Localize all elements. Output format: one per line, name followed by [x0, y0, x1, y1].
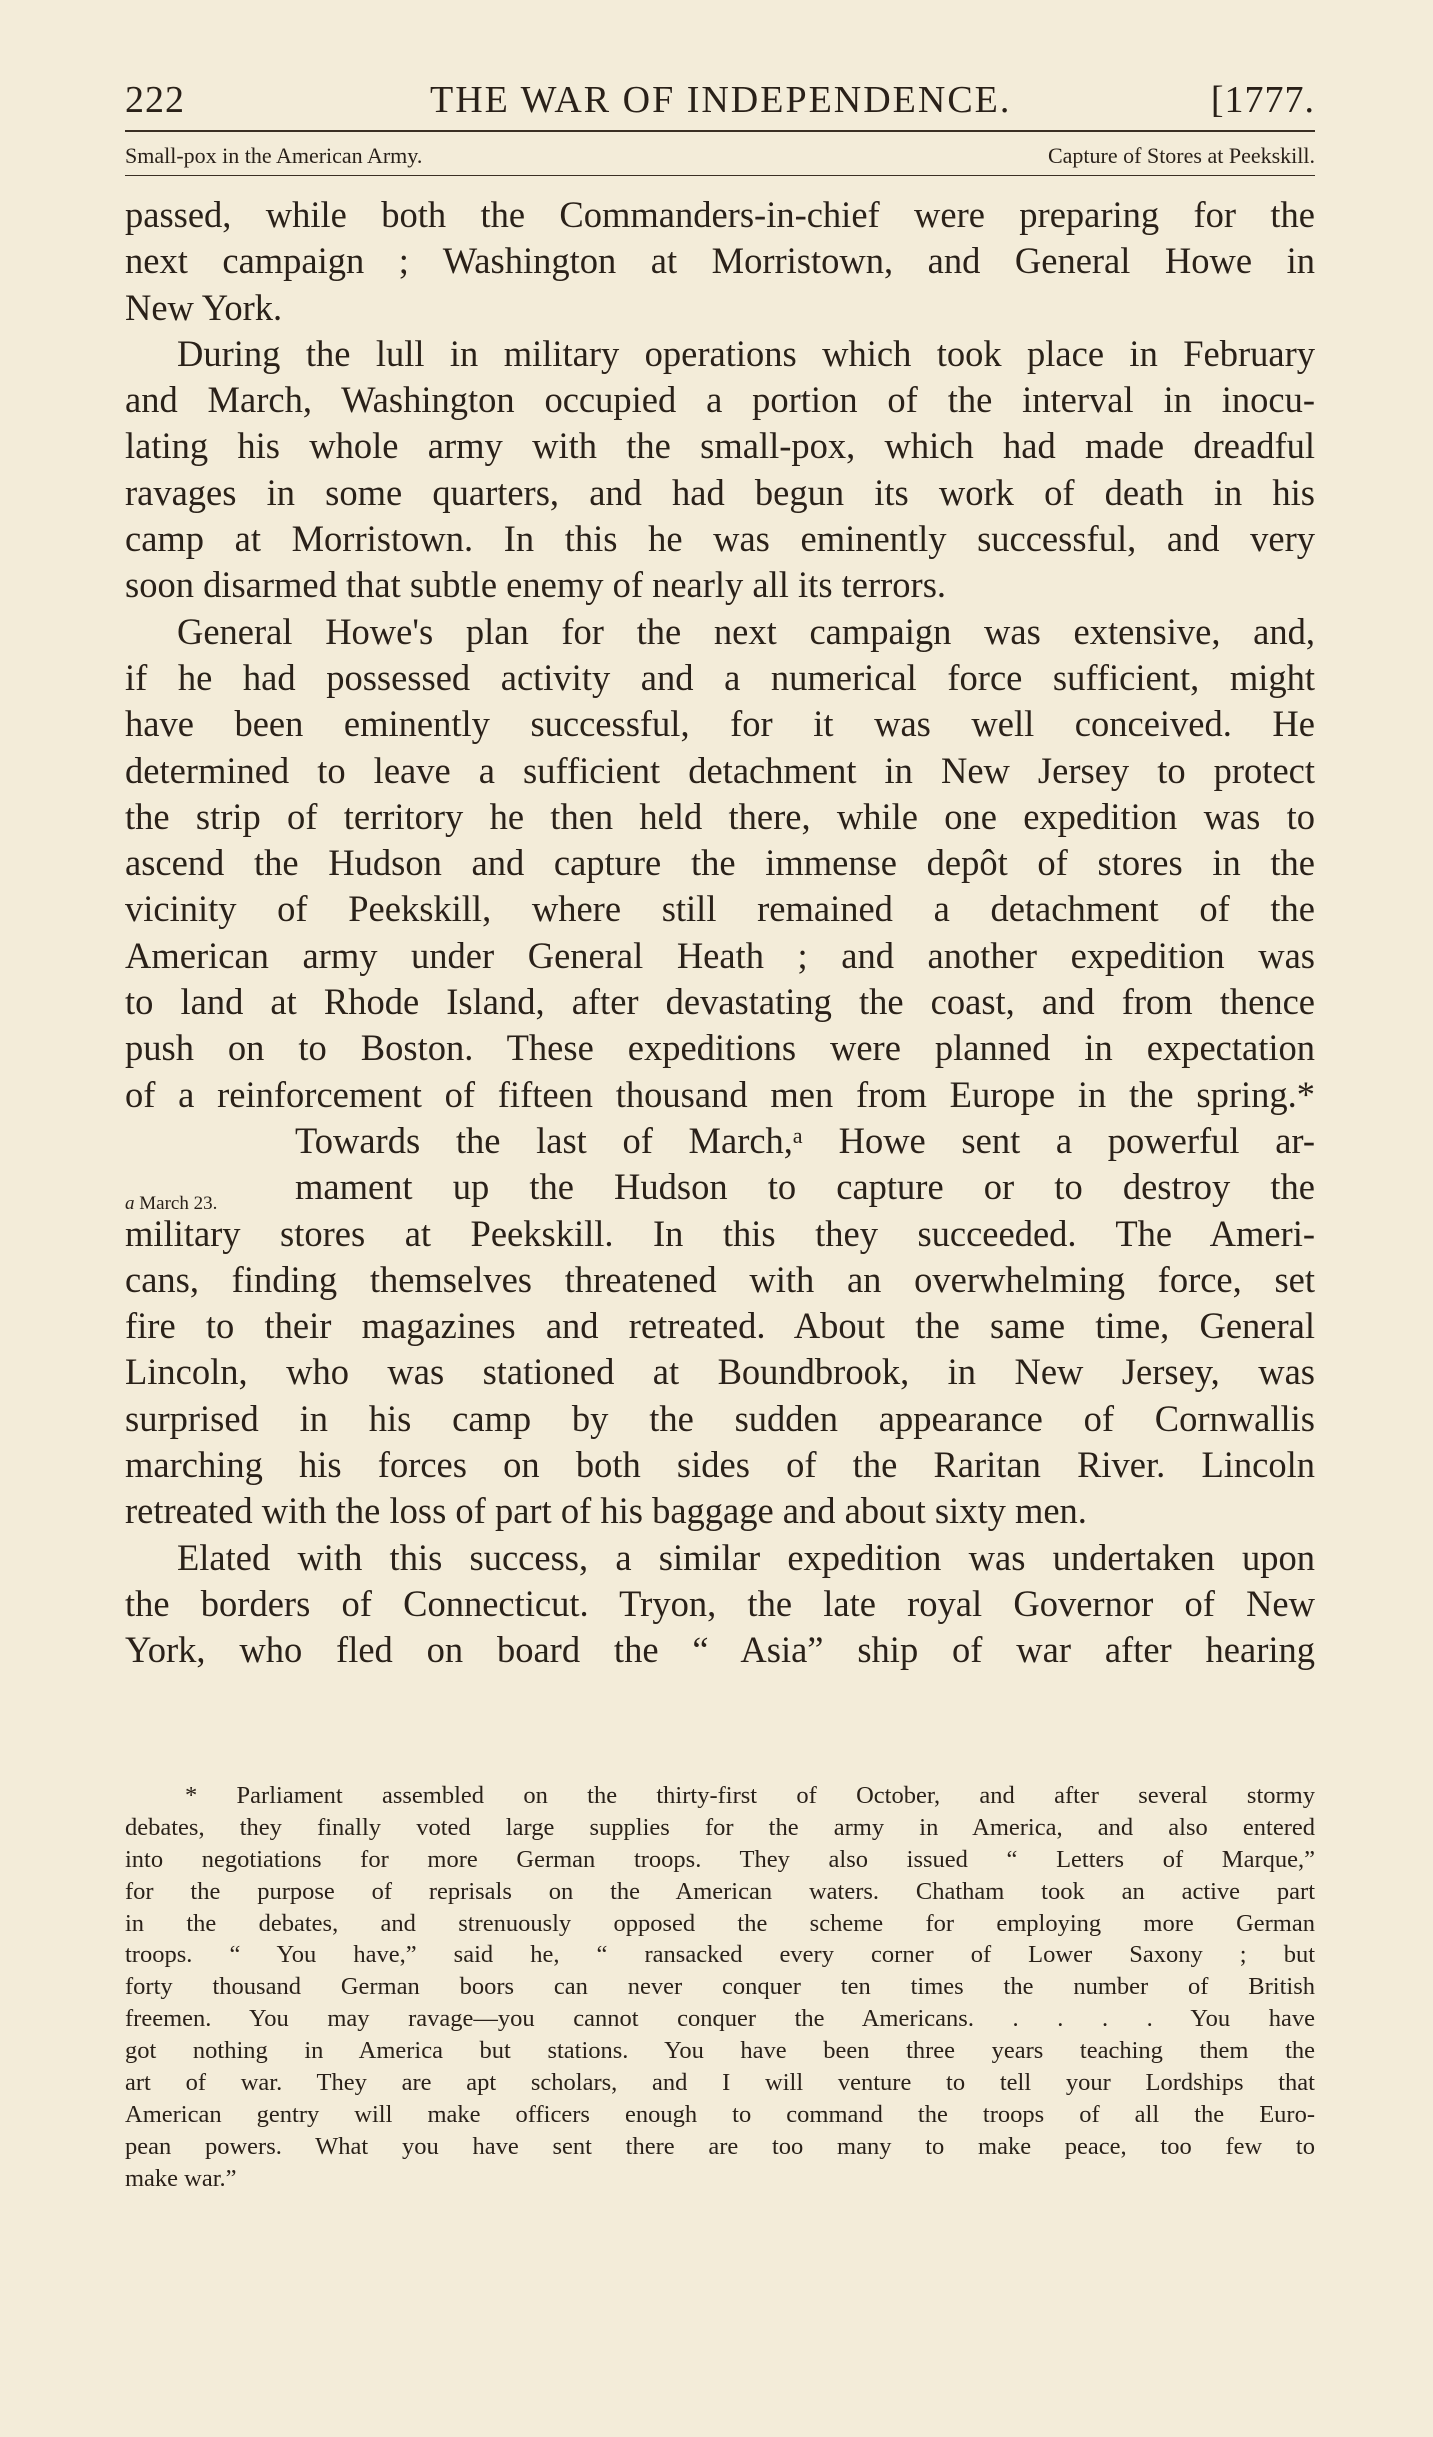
footnote-line: for the purpose of reprisals on the American waters. Chatham took an active part	[125, 1877, 1315, 1905]
body-line: vicinity of Peekskill, where still remained a detachment of the	[125, 888, 1315, 930]
footnote-line: freemen. You may ravage—you cannot conquer the Americans. . . . . You have	[125, 2005, 1315, 2033]
margin-note-date: March 23.	[139, 1193, 218, 1214]
body-line: the borders of Connecticut. Tryon, the late royal Governor of New	[125, 1582, 1315, 1624]
body-line: military stores at Peekskill. In this they succeeded. The Ameri-	[125, 1212, 1315, 1254]
header-year: [1777.	[1210, 79, 1315, 121]
body-line: York, who fled on board the “ Asia” ship of war after hearing	[125, 1629, 1315, 1671]
body-line: determined to leave a sufficient detachment in New Jersey to protect	[125, 749, 1315, 791]
body-line: retreated with the loss of part of his baggage and about sixty men.	[125, 1490, 1087, 1532]
footnote-line: forty thousand German boors can never conquer ten times the number of British	[125, 1973, 1315, 2001]
footnote-line: debates, they finally voted large supplies for the army in America, and also entered	[125, 1813, 1315, 1841]
footnote-line: into negotiations for more German troops. They also issued “ Letters of Marque,”	[125, 1845, 1315, 1873]
body-line: next campaign ; Washington at Morristown, and General Howe in	[125, 240, 1315, 282]
footnote-line: pean powers. What you have sent there are too many to make peace, too few to	[125, 2132, 1315, 2160]
body-line: During the lull in military operations which took place in February	[177, 332, 1315, 374]
body-line: soon disarmed that subtle enemy of nearly all its terrors.	[125, 564, 947, 606]
footnote-line: * Parliament assembled on the thirty-first of October, and after several stormy	[185, 1782, 1315, 1809]
body-text	[125, 192, 1315, 1674]
body-line: of a reinforcement of fifteen thousand men from Europe in the spring.*	[125, 1073, 1315, 1115]
body-line: ascend the Hudson and capture the immense depôt of stores in the	[125, 842, 1315, 884]
header-rule	[125, 130, 1315, 132]
margin-note	[125, 1193, 217, 1215]
subhead-right: Capture of Stores at Peekskill.	[1047, 143, 1315, 168]
body-line: Towards the last of March,ᵃ Howe sent a powerful ar-	[295, 1119, 1315, 1161]
subhead-left: Small-pox in the American Army.	[125, 143, 423, 168]
body-line: ravages in some quarters, and had begun its work of death in his	[125, 471, 1315, 513]
subhead-rule	[125, 175, 1315, 176]
body-line: the strip of territory he then held there, while one expedition was to	[125, 795, 1315, 837]
page-number: 222	[125, 79, 185, 121]
body-line: have been eminently successful, for it was well conceived. He	[125, 703, 1315, 745]
body-line: lating his whole army with the small-pox, which had made dreadful	[125, 425, 1315, 467]
body-line: fire to their magazines and retreated. About the same time, General	[125, 1305, 1315, 1347]
body-line: cans, finding themselves threatened with an overwhelming force, set	[125, 1258, 1315, 1300]
body-line: Lincoln, who was stationed at Boundbrook, in New Jersey, was	[125, 1351, 1315, 1393]
body-line: to land at Rhode Island, after devastating the coast, and from thence	[125, 981, 1315, 1023]
footnote-line: in the debates, and strenuously opposed the scheme for employing more German	[125, 1909, 1315, 1937]
body-line: and March, Washington occupied a portion of the interval in inocu-	[125, 379, 1315, 421]
body-line: push on to Boston. These expeditions were planned in expectation	[125, 1027, 1315, 1069]
footnote-line: American gentry will make officers enough to command the troops of all the Euro-	[125, 2100, 1315, 2128]
footnote-line: make war.”	[125, 2164, 237, 2192]
footnote-line: art of war. They are apt scholars, and I will venture to tell your Lordships that	[125, 2069, 1315, 2097]
footnote-line: troops. “ You have,” said he, “ ransacked every corner of Lower Saxony ; but	[125, 1941, 1315, 1969]
footnote	[125, 1780, 1315, 2195]
body-line: passed, while both the Commanders-in-chief were preparing for the	[125, 194, 1315, 235]
body-line: General Howe's plan for the next campaign was extensive, and,	[177, 610, 1315, 652]
body-line: surprised in his camp by the sudden appearance of Cornwallis	[125, 1397, 1315, 1439]
body-line: American army under General Heath ; and another expedition was	[125, 934, 1315, 976]
body-line: Elated with this success, a similar expedition was undertaken upon	[177, 1536, 1315, 1578]
body-line: mament up the Hudson to capture or to destroy the	[295, 1166, 1315, 1208]
running-title: THE WAR OF INDEPENDENCE.	[430, 79, 1012, 121]
body-line: camp at Morristown. In this he was eminently successful, and very	[125, 518, 1315, 560]
margin-note-mark: a	[125, 1193, 135, 1214]
footnote-line: got nothing in America but stations. You have been three years teaching them the	[125, 2037, 1315, 2065]
body-line: if he had possessed activity and a numerical force sufficient, might	[125, 656, 1315, 698]
body-line: New York.	[125, 286, 283, 328]
body-line: marching his forces on both sides of the Raritan River. Lincoln	[125, 1444, 1315, 1486]
